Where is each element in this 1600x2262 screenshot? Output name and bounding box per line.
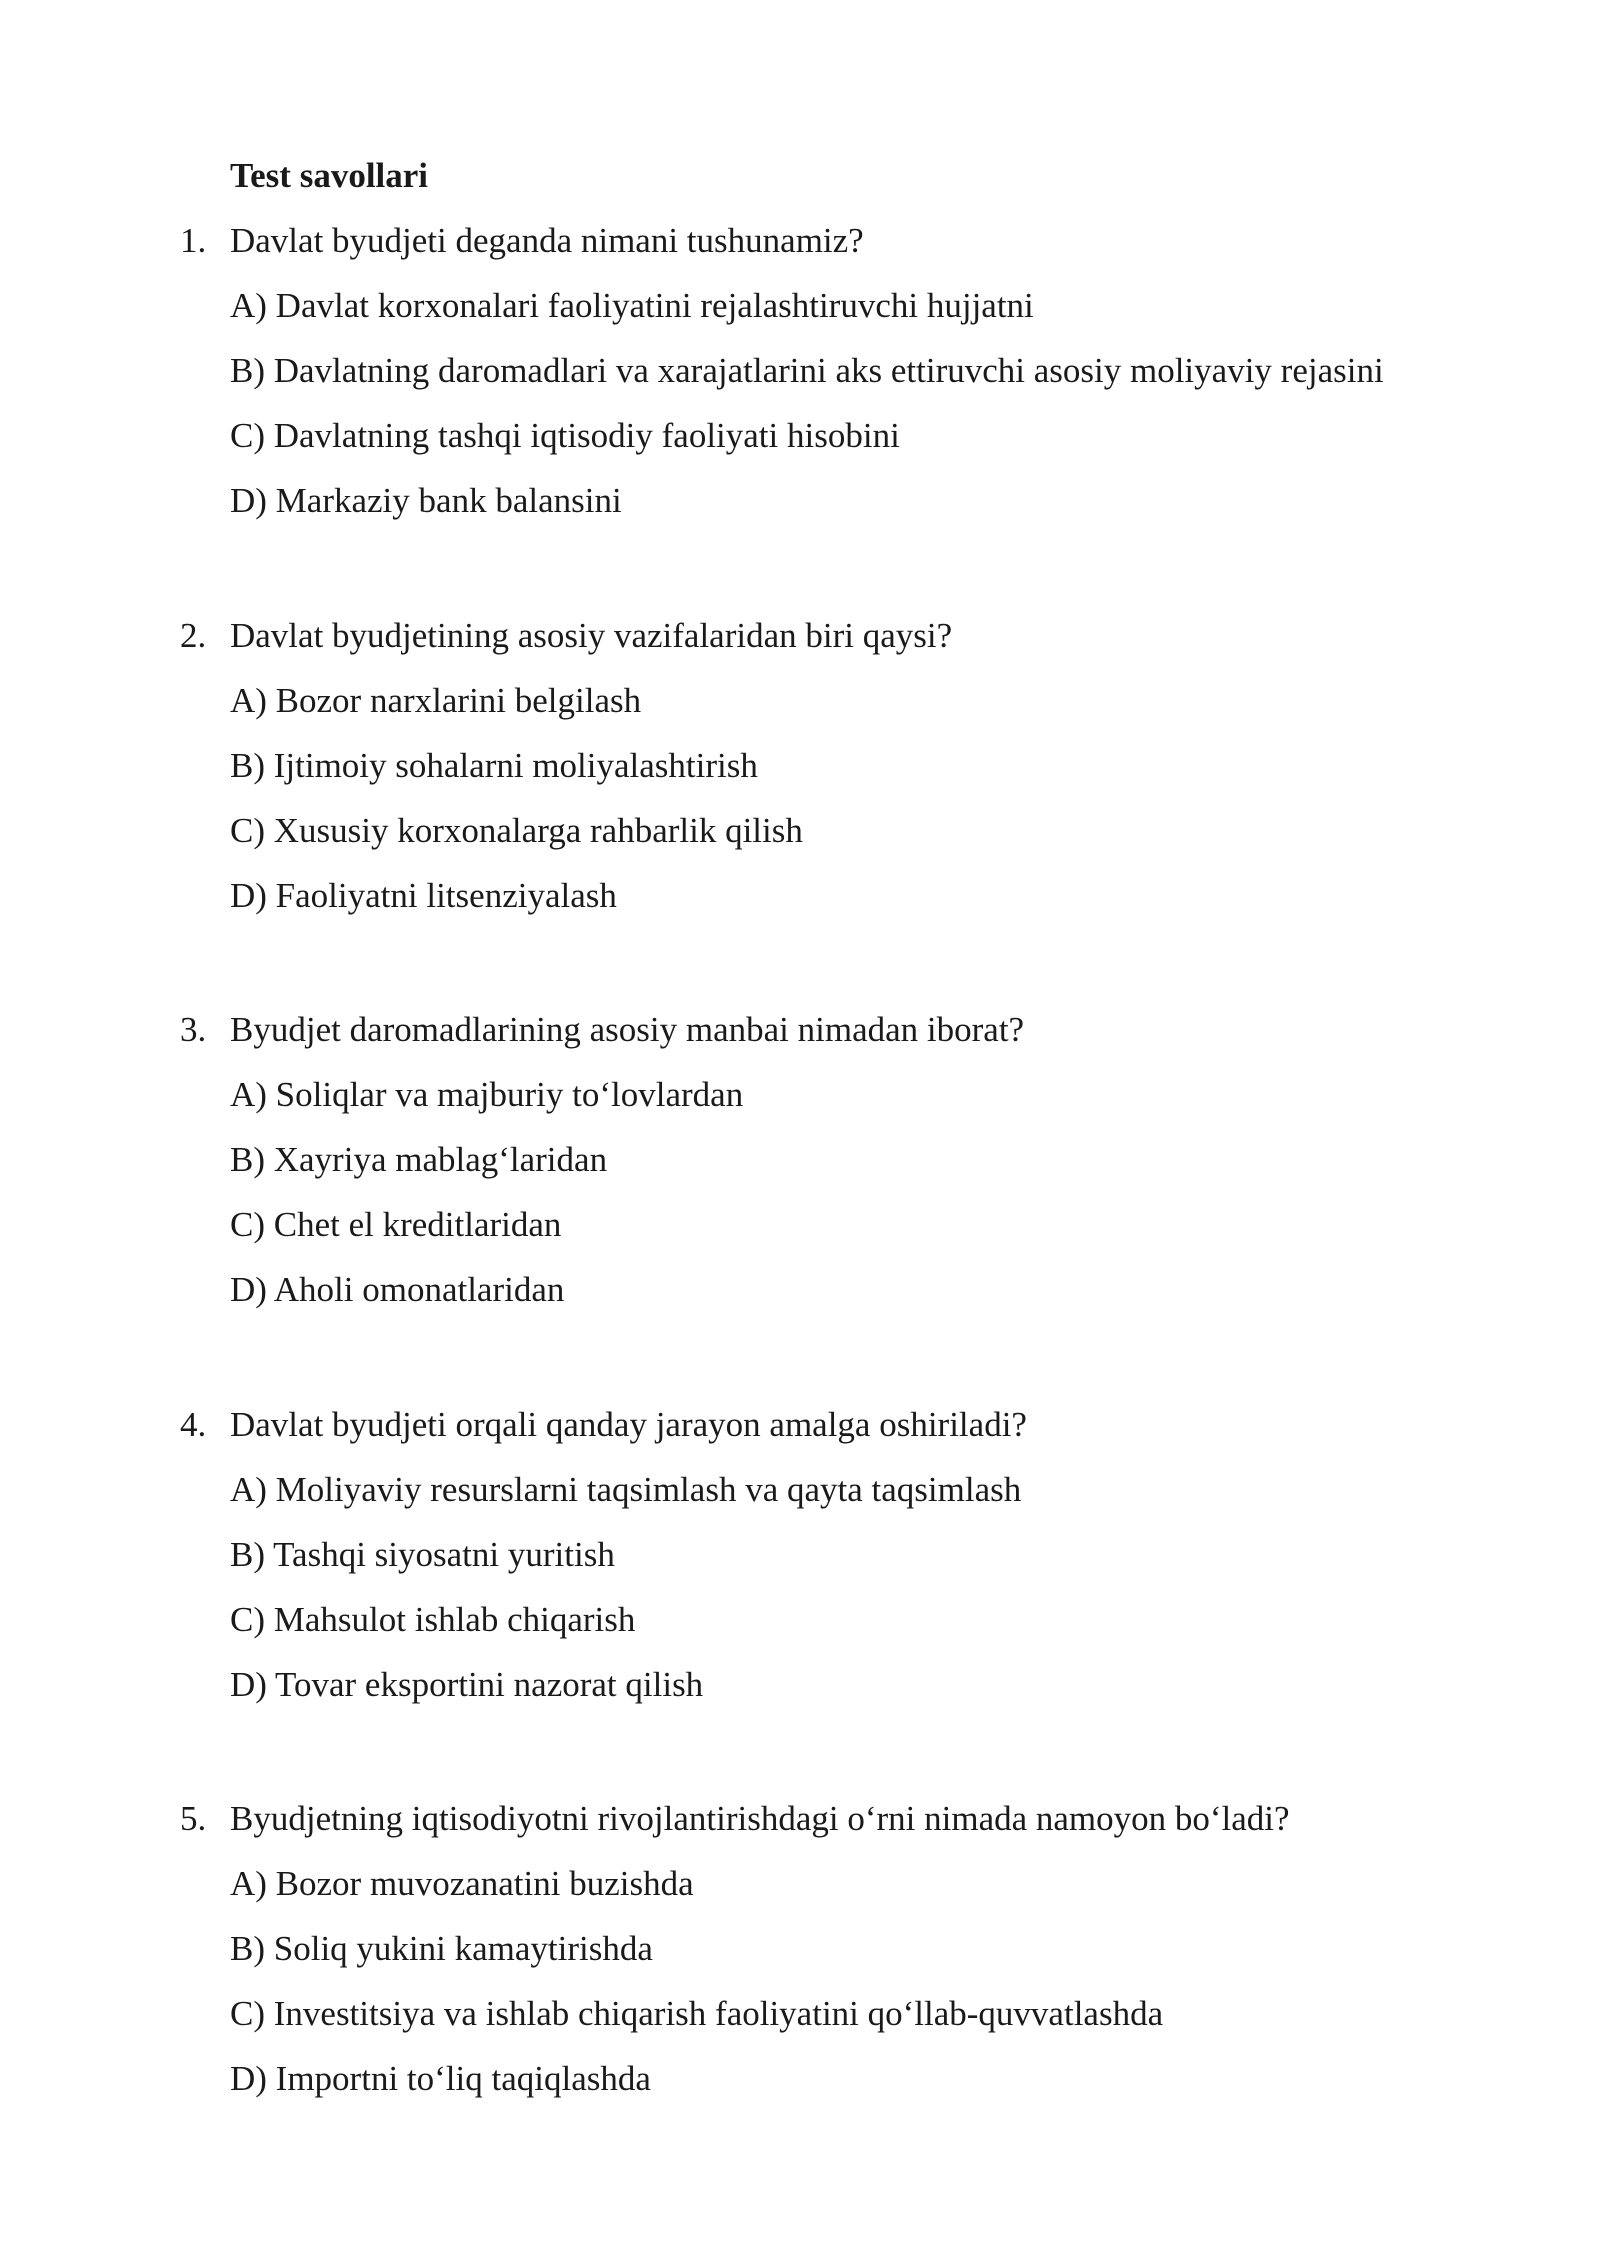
question-2	[0, 612, 1600, 937]
answer-option-c: C) Mahsulot ishlab chiqarish	[230, 1600, 636, 1639]
answer-option-d: D) Faoliyatni litsenziyalash	[230, 876, 617, 915]
question-number: 2.	[180, 616, 207, 655]
answer-option-a: A) Moliyaviy resurslarni taqsimlash va qayta taqsimlash	[230, 1470, 1022, 1509]
question-number: 5.	[180, 1799, 207, 1838]
answer-option-d: D) Tovar eksportini nazorat qilish	[230, 1665, 704, 1704]
answer-option-c: C) Investitsiya va ishlab chiqarish faoliyatini qo‘llab-quvvatlashda	[230, 1994, 1164, 2033]
answer-option-a: A) Bozor muvozanatini buzishda	[230, 1864, 694, 1903]
question-text: Byudjetning iqtisodiyotni rivojlantirishdagi o‘rni nimada namoyon bo‘ladi?	[230, 1799, 1290, 1838]
answer-option-d: D) Aholi omonatlaridan	[230, 1270, 565, 1309]
answer-option-b: B) Xayriya mablag‘laridan	[230, 1140, 608, 1179]
answer-option-d: D) Importni to‘liq taqiqlashda	[230, 2059, 651, 2098]
answer-option-b: B) Davlatning daromadlari va xarajatlarini aks ettiruvchi asosiy moliyaviy rejasini	[230, 351, 1384, 390]
question-1	[0, 217, 1600, 542]
answer-option-b: B) Soliq yukini kamaytirishda	[230, 1929, 653, 1968]
question-line	[0, 1401, 1600, 1466]
page-title: Test savollari	[230, 156, 429, 195]
answer-option-c: C) Davlatning tashqi iqtisodiy faoliyati hisobini	[230, 416, 900, 455]
answer-option-a: A) Soliqlar va majburiy to‘lovlardan	[230, 1075, 744, 1114]
question-3	[0, 1006, 1600, 1331]
answer-option-c: C) Xususiy korxonalarga rahbarlik qilish	[230, 811, 803, 850]
question-5	[0, 1795, 1600, 2120]
question-number: 3.	[180, 1010, 207, 1049]
question-line	[0, 1795, 1600, 1860]
question-line	[0, 217, 1600, 282]
question-line	[0, 612, 1600, 677]
answer-option-a: A) Bozor narxlarini belgilash	[230, 681, 642, 720]
answer-option-b: B) Ijtimoiy sohalarni moliyalashtirish	[230, 746, 758, 785]
answer-option-d: D) Markaziy bank balansini	[230, 481, 622, 520]
answer-option-c: C) Chet el kreditlaridan	[230, 1205, 562, 1244]
question-text: Davlat byudjeti deganda nimani tushunamiz?	[230, 221, 864, 260]
question-text: Byudjet daromadlarining asosiy manbai nimadan iborat?	[230, 1010, 1025, 1049]
question-number: 4.	[180, 1405, 207, 1444]
question-line	[0, 1006, 1600, 1071]
answer-option-b: B) Tashqi siyosatni yuritish	[230, 1535, 615, 1574]
answer-option-a: A) Davlat korxonalari faoliyatini rejalashtiruvchi hujjatni	[230, 286, 1034, 325]
question-text: Davlat byudjeti orqali qanday jarayon amalga oshiriladi?	[230, 1405, 1027, 1444]
question-number: 1.	[180, 221, 207, 260]
question-4	[0, 1401, 1600, 1726]
question-text: Davlat byudjetining asosiy vazifalaridan biri qaysi?	[230, 616, 953, 655]
